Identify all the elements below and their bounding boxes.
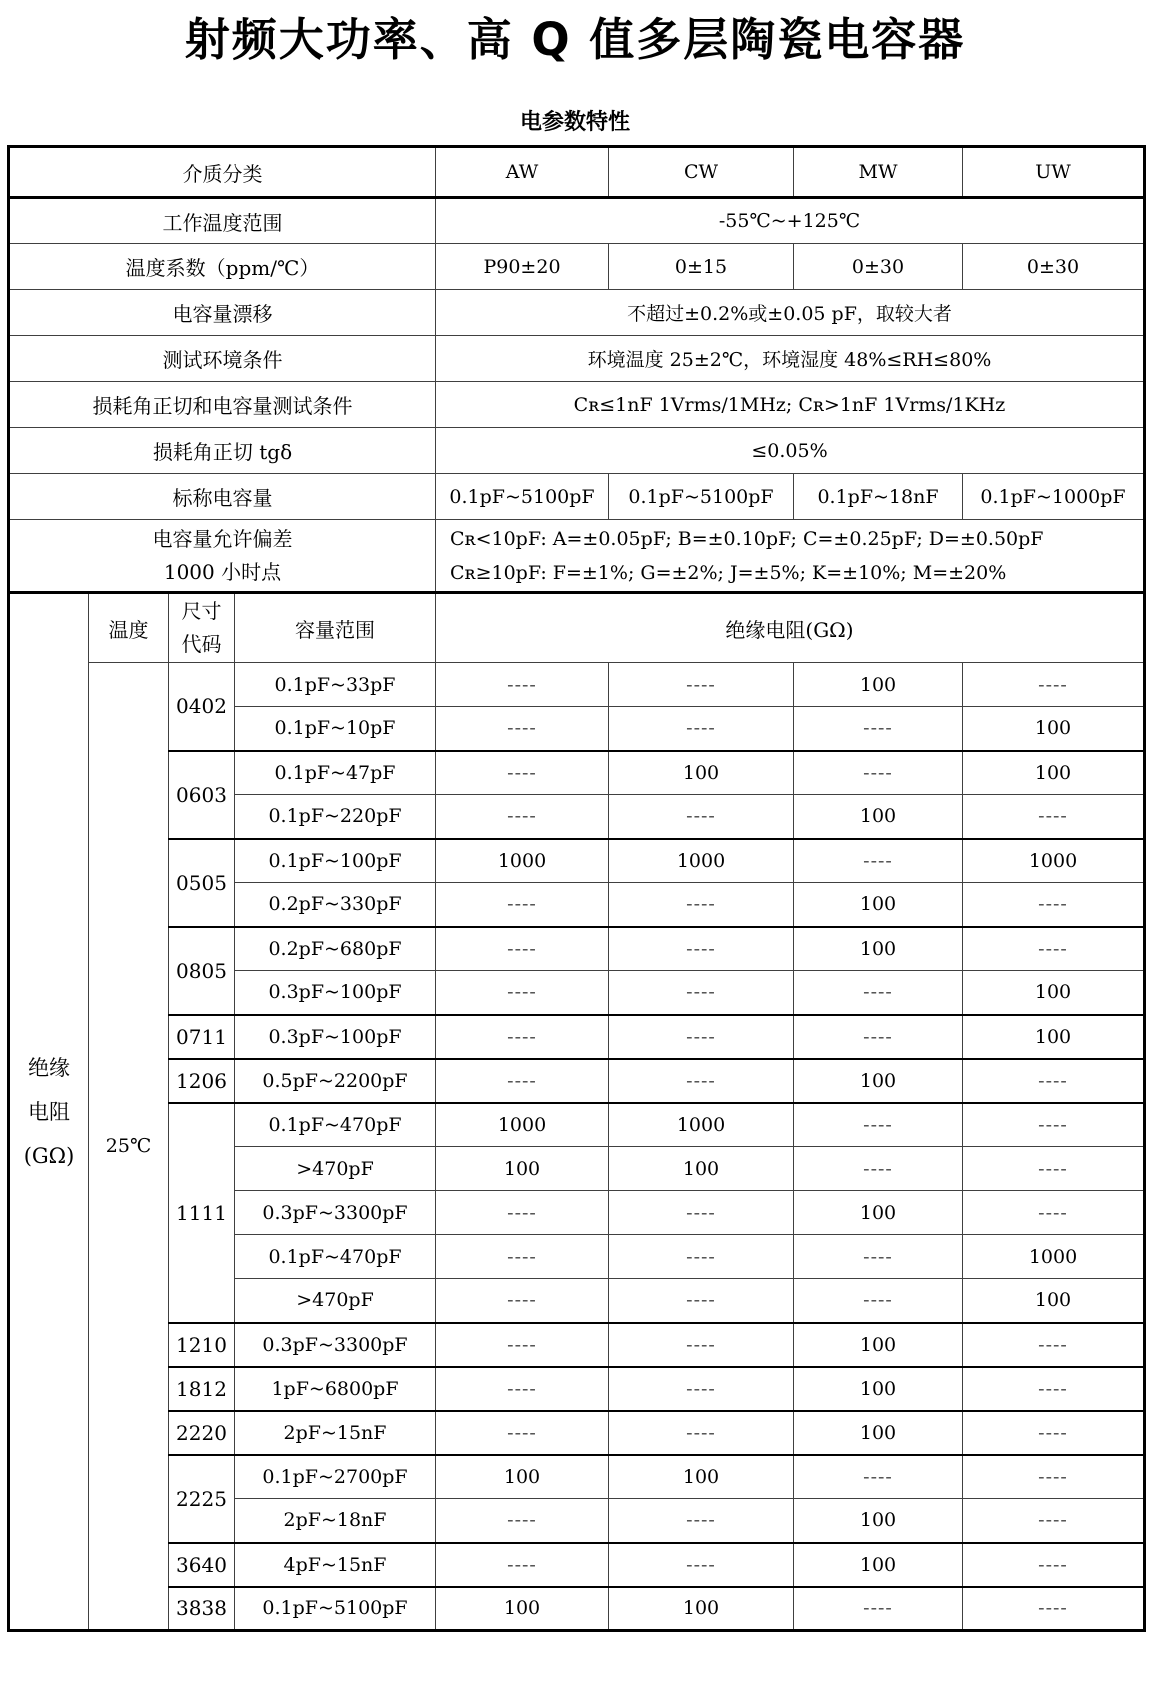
ir-uw: ---- [963, 1191, 1145, 1235]
size-code-1210: 1210 [169, 1323, 235, 1367]
ir-row [9, 1059, 1145, 1103]
ir-header-row [9, 593, 1145, 663]
ir-mw: ---- [794, 707, 963, 751]
ir-uw: 100 [963, 971, 1145, 1015]
temp-coeff-label: 温度系数（ppm/℃） [9, 244, 436, 290]
ir-side-line3: (GΩ) [23, 1143, 75, 1168]
dielectric-uw: UW [963, 147, 1145, 198]
ir-row [9, 839, 1145, 883]
ir-cw: ---- [609, 1543, 794, 1587]
ir-uw: 100 [963, 751, 1145, 795]
ir-mw: ---- [794, 1455, 963, 1499]
size-code-3640: 3640 [169, 1543, 235, 1587]
ir-aw: 100 [436, 1147, 609, 1191]
ir-row [9, 663, 1145, 707]
ir-cw: ---- [609, 1235, 794, 1279]
ir-uw: ---- [963, 1587, 1145, 1631]
ir-aw: 1000 [436, 1103, 609, 1147]
nominal-cap-label: 标称电容量 [9, 474, 436, 520]
cap-range-cell: 0.1pF~33pF [235, 663, 436, 707]
test-env-row [9, 336, 1145, 382]
ir-mw: ---- [794, 1147, 963, 1191]
ir-cw: ---- [609, 1059, 794, 1103]
cap-drift-value: 不超过±0.2%或±0.05 pF，取较大者 [436, 290, 1145, 336]
ir-mw: 100 [794, 663, 963, 707]
df-test-row [9, 382, 1145, 428]
electrical-parameters-table [7, 145, 1146, 1632]
ir-row [9, 1543, 1145, 1587]
ir-mw: ---- [794, 971, 963, 1015]
table-caption: 电参数特性 [519, 110, 630, 135]
ir-cw: ---- [609, 707, 794, 751]
ir-aw: ---- [436, 1367, 609, 1411]
ir-row [9, 1587, 1145, 1631]
ir-side-label [9, 593, 89, 1631]
tolerance-label [9, 520, 436, 593]
ir-aw: ---- [436, 1323, 609, 1367]
size-code-line1: 尺寸 [181, 599, 222, 623]
ir-mw: 100 [794, 1543, 963, 1587]
cap-range-cell: 0.1pF~5100pF [235, 1587, 436, 1631]
cap-range-cell: 0.3pF~3300pF [235, 1191, 436, 1235]
tolerance-label-line1: 电容量允许偏差 [152, 526, 293, 551]
ir-cw: 100 [609, 1147, 794, 1191]
ir-mw: 100 [794, 1367, 963, 1411]
nominal-cap-cw: 0.1pF~5100pF [609, 474, 794, 520]
ir-mw: 100 [794, 883, 963, 927]
ir-cw: ---- [609, 1367, 794, 1411]
temperature-cell: 25℃ [89, 663, 169, 1631]
cap-range-cell: 0.1pF~2700pF [235, 1455, 436, 1499]
ir-cw: 100 [609, 751, 794, 795]
ir-uw: ---- [963, 927, 1145, 971]
dielectric-class-row [9, 147, 1145, 198]
test-env-label: 测试环境条件 [9, 336, 436, 382]
dielectric-class-label: 介质分类 [9, 147, 436, 198]
cap-range-cell: 0.1pF~10pF [235, 707, 436, 751]
temp-coeff-aw: P90±20 [436, 244, 609, 290]
ir-cw: ---- [609, 1279, 794, 1323]
ir-mw: ---- [794, 1587, 963, 1631]
ir-aw: 100 [436, 1455, 609, 1499]
ir-cw: ---- [609, 663, 794, 707]
test-env-value: 环境温度 25±2℃，环境湿度 48%≤RH≤80% [436, 336, 1145, 382]
tolerance-line2: Cʀ≥10pF: F=±1%; G=±2%; J=±5%; K=±10%; M=±20% [450, 561, 1007, 584]
cap-range-cell: 0.3pF~100pF [235, 971, 436, 1015]
ir-mw: 100 [794, 1411, 963, 1455]
col-header-cap-range: 容量范围 [235, 593, 436, 663]
cap-range-cell: 0.2pF~680pF [235, 927, 436, 971]
ir-aw: ---- [436, 1235, 609, 1279]
ir-aw: ---- [436, 927, 609, 971]
ir-uw: ---- [963, 663, 1145, 707]
temp-range-value: -55℃~+125℃ [436, 198, 1145, 244]
ir-aw: ---- [436, 1015, 609, 1059]
ir-cw: ---- [609, 1323, 794, 1367]
ir-mw: ---- [794, 751, 963, 795]
cap-drift-label: 电容量漂移 [9, 290, 436, 336]
col-header-temperature: 温度 [89, 593, 169, 663]
tolerance-value [436, 520, 1145, 593]
ir-side-line1: 绝缘 [28, 1055, 70, 1080]
nominal-cap-aw: 0.1pF~5100pF [436, 474, 609, 520]
ir-uw: 100 [963, 1279, 1145, 1323]
cap-range-cell: >470pF [235, 1279, 436, 1323]
ir-uw: ---- [963, 1103, 1145, 1147]
ir-aw: ---- [436, 883, 609, 927]
ir-aw: ---- [436, 1191, 609, 1235]
ir-row [9, 927, 1145, 971]
ir-cw: ---- [609, 883, 794, 927]
temp-coeff-mw: 0±30 [794, 244, 963, 290]
ir-cw: ---- [609, 1015, 794, 1059]
tolerance-row [9, 520, 1145, 593]
size-code-3838: 3838 [169, 1587, 235, 1631]
ir-aw: ---- [436, 707, 609, 751]
ir-uw: ---- [963, 1543, 1145, 1587]
ir-uw: ---- [963, 1059, 1145, 1103]
df-row [9, 428, 1145, 474]
ir-row [9, 751, 1145, 795]
ir-uw: ---- [963, 1499, 1145, 1543]
ir-aw: 100 [436, 1587, 609, 1631]
ir-row [9, 1411, 1145, 1455]
size-code-2220: 2220 [169, 1411, 235, 1455]
cap-range-cell: 0.5pF~2200pF [235, 1059, 436, 1103]
cap-range-cell: 0.3pF~100pF [235, 1015, 436, 1059]
ir-mw: ---- [794, 1235, 963, 1279]
nominal-cap-row [9, 474, 1145, 520]
size-code-1206: 1206 [169, 1059, 235, 1103]
temp-coeff-uw: 0±30 [963, 244, 1145, 290]
ir-cw: ---- [609, 1191, 794, 1235]
temp-range-label: 工作温度范围 [9, 198, 436, 244]
ir-mw: 100 [794, 795, 963, 839]
ir-mw: 100 [794, 1323, 963, 1367]
dielectric-mw: MW [794, 147, 963, 198]
ir-cw: ---- [609, 1411, 794, 1455]
ir-cw: 1000 [609, 839, 794, 883]
ir-cw: 100 [609, 1455, 794, 1499]
ir-uw: 100 [963, 707, 1145, 751]
size-code-0603: 0603 [169, 751, 235, 839]
size-code-line2: 代码 [181, 632, 222, 656]
cap-range-cell: >470pF [235, 1147, 436, 1191]
cap-range-cell: 1pF~6800pF [235, 1367, 436, 1411]
ir-aw: ---- [436, 1279, 609, 1323]
datasheet-page [0, 12, 1150, 1632]
cap-range-cell: 0.1pF~470pF [235, 1103, 436, 1147]
ir-mw: 100 [794, 1191, 963, 1235]
ir-mw: ---- [794, 1103, 963, 1147]
df-value: ≤0.05% [436, 428, 1145, 474]
temp-coeff-cw: 0±15 [609, 244, 794, 290]
cap-range-cell: 0.1pF~470pF [235, 1235, 436, 1279]
ir-aw: ---- [436, 1543, 609, 1587]
dielectric-aw: AW [436, 147, 609, 198]
ir-mw: ---- [794, 1015, 963, 1059]
ir-row [9, 1455, 1145, 1499]
ir-cw: ---- [609, 1499, 794, 1543]
cap-drift-row [9, 290, 1145, 336]
tolerance-line1: Cʀ<10pF: A=±0.05pF; B=±0.10pF; C=±0.25pF; D=±0.50pF [450, 527, 1044, 550]
ir-mw: ---- [794, 1279, 963, 1323]
ir-row [9, 1367, 1145, 1411]
ir-row [9, 1015, 1145, 1059]
col-header-size-code [169, 593, 235, 663]
cap-range-cell: 4pF~15nF [235, 1543, 436, 1587]
ir-aw: ---- [436, 1059, 609, 1103]
ir-mw: 100 [794, 1059, 963, 1103]
cap-range-cell: 0.1pF~100pF [235, 839, 436, 883]
ir-uw: ---- [963, 1411, 1145, 1455]
ir-cw: 1000 [609, 1103, 794, 1147]
ir-aw: ---- [436, 663, 609, 707]
size-code-1812: 1812 [169, 1367, 235, 1411]
ir-cw: ---- [609, 795, 794, 839]
dielectric-cw: CW [609, 147, 794, 198]
ir-uw: ---- [963, 1367, 1145, 1411]
tolerance-label-line2: 1000 小时点 [163, 559, 282, 584]
ir-uw: 1000 [963, 1235, 1145, 1279]
page-title: 射频大功率、高 Q 值多层陶瓷电容器 [184, 13, 966, 66]
ir-side-line2: 电阻 [28, 1099, 70, 1124]
df-test-label: 损耗角正切和电容量测试条件 [9, 382, 436, 428]
size-code-0805: 0805 [169, 927, 235, 1015]
ir-uw: 1000 [963, 839, 1145, 883]
ir-aw: ---- [436, 971, 609, 1015]
ir-aw: ---- [436, 1411, 609, 1455]
size-code-2225: 2225 [169, 1455, 235, 1543]
nominal-cap-mw: 0.1pF~18nF [794, 474, 963, 520]
ir-uw: ---- [963, 1147, 1145, 1191]
ir-aw: ---- [436, 1499, 609, 1543]
ir-cw: ---- [609, 927, 794, 971]
ir-uw: ---- [963, 795, 1145, 839]
size-code-0505: 0505 [169, 839, 235, 927]
ir-mw: ---- [794, 839, 963, 883]
size-code-0402: 0402 [169, 663, 235, 751]
size-code-0711: 0711 [169, 1015, 235, 1059]
cap-range-cell: 2pF~18nF [235, 1499, 436, 1543]
size-code-1111: 1111 [169, 1103, 235, 1323]
ir-row [9, 1103, 1145, 1147]
col-header-ir: 绝缘电阻(GΩ) [436, 593, 1145, 663]
ir-uw: 100 [963, 1015, 1145, 1059]
cap-range-cell: 0.2pF~330pF [235, 883, 436, 927]
ir-cw: ---- [609, 971, 794, 1015]
ir-aw: ---- [436, 751, 609, 795]
temp-range-row [9, 198, 1145, 244]
ir-uw: ---- [963, 1455, 1145, 1499]
nominal-cap-uw: 0.1pF~1000pF [963, 474, 1145, 520]
ir-aw: 1000 [436, 839, 609, 883]
cap-range-cell: 0.3pF~3300pF [235, 1323, 436, 1367]
cap-range-cell: 0.1pF~220pF [235, 795, 436, 839]
ir-uw: ---- [963, 1323, 1145, 1367]
ir-row [9, 1323, 1145, 1367]
ir-uw: ---- [963, 883, 1145, 927]
ir-mw: 100 [794, 927, 963, 971]
df-test-value: Cʀ≤1nF 1Vrms/1MHz; Cʀ>1nF 1Vrms/1KHz [436, 382, 1145, 428]
ir-aw: ---- [436, 795, 609, 839]
cap-range-cell: 0.1pF~47pF [235, 751, 436, 795]
cap-range-cell: 2pF~15nF [235, 1411, 436, 1455]
ir-mw: 100 [794, 1499, 963, 1543]
temp-coeff-row [9, 244, 1145, 290]
df-label: 损耗角正切 tgδ [9, 428, 436, 474]
ir-cw: 100 [609, 1587, 794, 1631]
